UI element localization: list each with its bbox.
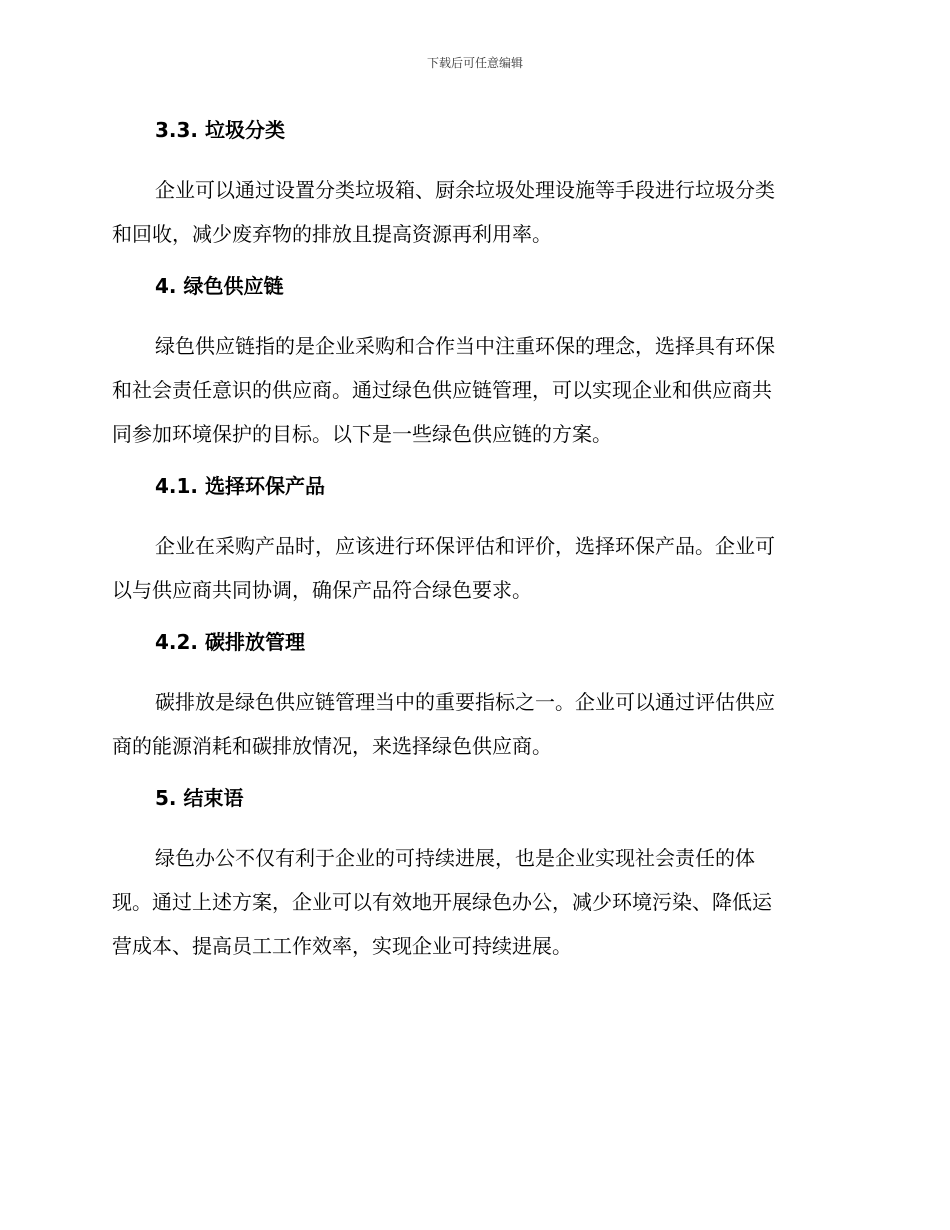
section-paragraph-4-1 <box>112 524 832 612</box>
section-heading-4-2: 4.2. 碳排放管理 <box>155 630 305 654</box>
section-paragraph-4 <box>112 324 832 456</box>
paragraph-line: 同参加环境保护的目标。以下是一些绿色供应链的方案。 <box>112 422 612 446</box>
paragraph-line: 和回收，减少废弃物的排放且提高资源再利用率。 <box>112 222 552 246</box>
page-header: 下载后可任意编辑 <box>426 56 523 70</box>
paragraph-line: 营成本、提高员工工作效率，实现企业可持续进展。 <box>112 934 572 958</box>
section-paragraph-3-3 <box>112 168 832 256</box>
section-heading-5: 5. 结束语 <box>155 786 244 810</box>
paragraph-line: 绿色办公不仅有利于企业的可持续进展，也是企业实现社会责任的体 <box>155 846 755 870</box>
paragraph-line: 碳排放是绿色供应链管理当中的重要指标之一。企业可以通过评估供应 <box>155 690 775 714</box>
paragraph-line: 以与供应商共同协调，确保产品符合绿色要求。 <box>112 578 532 602</box>
section-paragraph-4-2 <box>112 680 832 768</box>
section-heading-4-1: 4.1. 选择环保产品 <box>155 474 325 498</box>
paragraph-line: 绿色供应链指的是企业采购和合作当中注重环保的理念，选择具有环保 <box>155 334 775 358</box>
section-heading-4: 4. 绿色供应链 <box>155 274 284 298</box>
paragraph-line: 企业可以通过设置分类垃圾箱、厨余垃圾处理设施等手段进行垃圾分类 <box>155 178 775 202</box>
paragraph-line: 现。通过上述方案，企业可以有效地开展绿色办公，减少环境污染、降低运 <box>112 890 772 914</box>
section-heading-3-3: 3.3. 垃圾分类 <box>155 118 285 142</box>
document-body <box>112 110 832 978</box>
paragraph-line: 和社会责任意识的供应商。通过绿色供应链管理，可以实现企业和供应商共 <box>112 378 772 402</box>
paragraph-line: 企业在采购产品时，应该进行环保评估和评价，选择环保产品。企业可 <box>155 534 775 558</box>
paragraph-line: 商的能源消耗和碳排放情况，来选择绿色供应商。 <box>112 734 552 758</box>
section-paragraph-5 <box>112 836 832 968</box>
